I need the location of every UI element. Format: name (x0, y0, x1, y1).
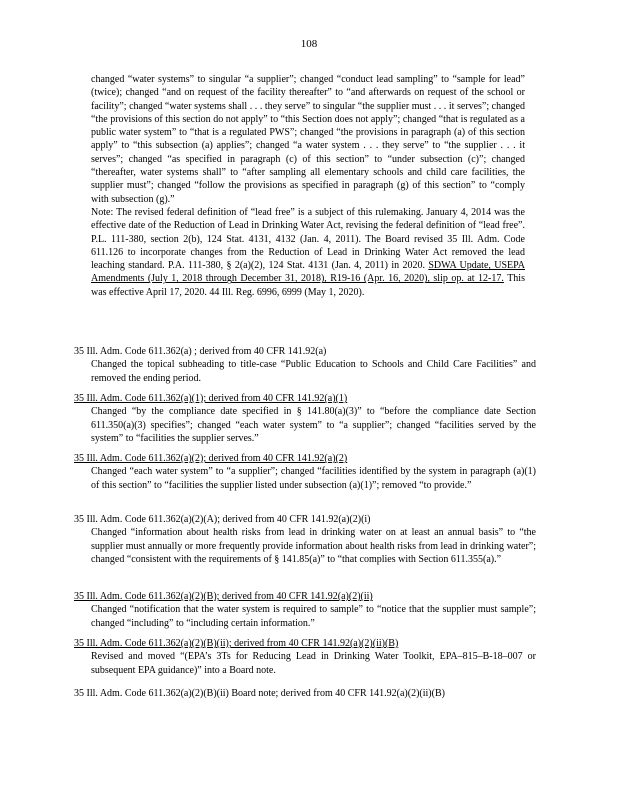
note-citation-link[interactable]: SDWA Update, USEPA Amendments (July 1, 2018 through December 31, 2018), R19-16 (Apr. 16, 2020), slip op. at 12-17. (91, 260, 526, 285)
intro-paragraph: changed “water systems” to singular “a supplier”; changed “conduct lead sampling” to “sample for lead” (twice); changed “and on request of the facility thereafter” to “and afterwards on request of the school or facility”; changed “water systems shall . . . they serve” to singular “the supplier must . . . it serves”; changed “the provisions of this section do not apply” to “this Section does not apply”; changed “that is regulated as a public water system” to “that is a regulated PWS”; changed “the provisions in paragraph (a) of this section apply” to “this subsection (a) applies”; changed “a water system . . . they serve” to “the supplier . . . it serves”; changed “as specified in paragraph (c) of this section” to “under subsection (c)”; changed “thereafter, water systems shall” to “after sampling all elementary schools and child care facilities, the supplier must”; changed “follow the provisions as specified in paragraph (g) of this section” to “comply with subsection (g).” (91, 74, 525, 205)
note-paragraph (91, 206, 525, 299)
entry (74, 590, 536, 630)
entry (74, 687, 536, 700)
entry-heading: 35 Ill. Adm. Code 611.362(a)(2)(A); derived from 40 CFR 141.92(a)(2)(i) (74, 514, 371, 525)
entry-heading: 35 Ill. Adm. Code 611.362(a)(1); derived from 40 CFR 141.92(a)(1) (74, 393, 348, 404)
entry-heading: 35 Ill. Adm. Code 611.362(a)(2); derived from 40 CFR 141.92(a)(2) (74, 453, 348, 464)
entry-body: Changed “notification that the water system is required to sample” to “notice that the supplier must sample”; changed “including” to “including certain information.” (91, 604, 536, 629)
entry (74, 637, 536, 677)
entry-heading: 35 Ill. Adm. Code 611.362(a)(2)(B)(ii); derived from 40 CFR 141.92(a)(2)(ii)(B) (74, 638, 399, 649)
entry-body: Changed “by the compliance date specified in § 141.80(a)(3)” to “before the compliance date Section 611.350(a)(3) specifies”; changed “each water system” to “a supplier”; changed “facilities served by the system” to “facilities the supplier serves.” (91, 406, 536, 444)
entry (74, 452, 536, 492)
entry-body: Revised and moved “(EPA’s 3Ts for Reducing Lead in Drinking Water Toolkit, EPA–815–B-18–007 or subsequent EPA guidance)” into a Board note. (91, 651, 536, 676)
entry (74, 345, 536, 385)
entry-body: Changed “each water system” to “a supplier”; changed “facilities identified by the system in paragraph (a)(1) of this section” to “facilities the supplier listed under subsection (a)(1)”; removed “to provide.” (91, 466, 536, 491)
note-text: Note: The revised federal definition of “lead free” is a subject of this rulemaking. January 4, 2014 was the effective date of the Reduction of Lead in Drinking Water Act, revising the federal definition of “lead free”. P.L. 111-380, section 2(b), 124 Stat. 4131, 4132 (Jan. 4, 2011). The Board revised 35 Ill. Adm. Code 611.126 to incorporate changes from the Reduction of Lead in Drinking Water Act removed the lead leaching standard. P.A. 111-380, § 2(a)(2), 124 Stat. 4131 (Jan. 4, 2011) in 2020. (91, 206, 525, 272)
entry (74, 392, 536, 445)
entry-body: Changed the topical subheading to title-case “Public Education to Schools and Child Care Facilities” and removed the ending period. (91, 359, 536, 384)
entry-heading: 35 Ill. Adm. Code 611.362(a)(2)(B)(ii) Board note; derived from 40 CFR 141.92(a)(2)(ii)(B) (74, 688, 445, 699)
note-text-end: This was effective April 17, 2020. 44 Ill. Reg. 6996, 6999 (May 1, 2020). (91, 273, 525, 298)
entry (74, 513, 536, 566)
intro-block (91, 73, 525, 299)
entry-heading: 35 Ill. Adm. Code 611.362(a)(2)(B); derived from 40 CFR 141.92(a)(2)(ii) (74, 591, 373, 602)
entry-heading: 35 Ill. Adm. Code 611.362(a) ; derived from 40 CFR 141.92(a) (74, 346, 327, 357)
entry-body: Changed “information about health risks from lead in drinking water on at least an annual basis” to “the supplier must annually or more frequently provide information about health risks from lead in drinking water”; changed “consistent with the requirements of § 141.85(a)” to “that complies with Section 611.355(a).” (91, 527, 536, 565)
page-number: 108 (300, 38, 318, 50)
